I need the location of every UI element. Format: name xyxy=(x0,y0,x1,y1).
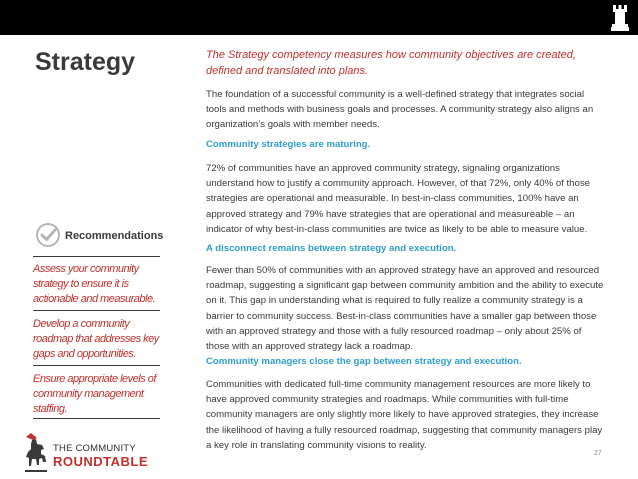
intro-text: The Strategy competency measures how community objectives are created, defined and translated into plans. xyxy=(206,49,576,77)
paragraph-4: Communities with dedicated full-time community management resources are more likely to have approved community strategies and roadmaps. While communities with full-time community managers are only slightly more likely to have approved strategies, they increase the likelihood of having a fully resourced roadmap, suggesting that community managers play a key role in translating community visions to reality. xyxy=(206,379,603,451)
subheading-3: Community managers close the gap between strategy and execution. xyxy=(206,356,522,367)
paragraph-2: 72% of communities have an approved community strategy, signaling organizations understand how to justify a community approach. However, of that 72%, only 40% of those strategies are operational and measurable. In best-in-class communities, 100% have an approved strategy and 79% have strategies that are operational and measureable – an indicator of why best-in-class communities are twice as likely to be able to measure value. xyxy=(206,163,590,235)
chess-rook-icon xyxy=(610,5,630,31)
recommendation-item: Ensure appropriate levels of community management staffing. xyxy=(33,373,156,415)
divider xyxy=(33,310,160,311)
knight-horse-icon xyxy=(23,432,49,474)
subheading-2: A disconnect remains between strategy and execution. xyxy=(206,243,457,254)
divider xyxy=(33,365,160,366)
community-roundtable-logo xyxy=(23,432,168,476)
divider xyxy=(33,256,160,257)
recommendations-header xyxy=(35,222,164,250)
logo-line-2: ROUNDTABLE xyxy=(53,454,149,469)
recommendation-item: Develop a community roadmap that addresses key gaps and opportunities. xyxy=(33,318,159,360)
page-number: 27 xyxy=(594,450,602,457)
checkmark-icon xyxy=(35,222,61,248)
page-title: Strategy xyxy=(35,48,136,76)
divider xyxy=(33,418,160,419)
recommendations-label: Recommendations xyxy=(65,230,164,242)
subheading-1: Community strategies are maturing. xyxy=(206,139,371,150)
logo-line-1: THE COMMUNITY xyxy=(53,443,136,454)
paragraph-1: The foundation of a successful community is a well-defined strategy that integrates social tools and methods with business goals and processes. A community strategy also aligns an organization’s goals with member needs. xyxy=(206,89,594,131)
paragraph-3: Fewer than 50% of communities with an approved strategy have an approved and resourced roadmap, suggesting a significant gap between community ambition and the ability to execute on it. This gap in understanding what is required to fully realize a community strategy is a barrier to community success. Best-in-class communities have a smaller gap between those with an approved strategy and those with a fully resourced roadmap – only about 25% of those with an approved strategy lack a roadmap. xyxy=(206,265,604,353)
top-bar xyxy=(0,0,638,35)
recommendation-item: Assess your community strategy to ensure it is actionable and measurable. xyxy=(33,263,156,305)
